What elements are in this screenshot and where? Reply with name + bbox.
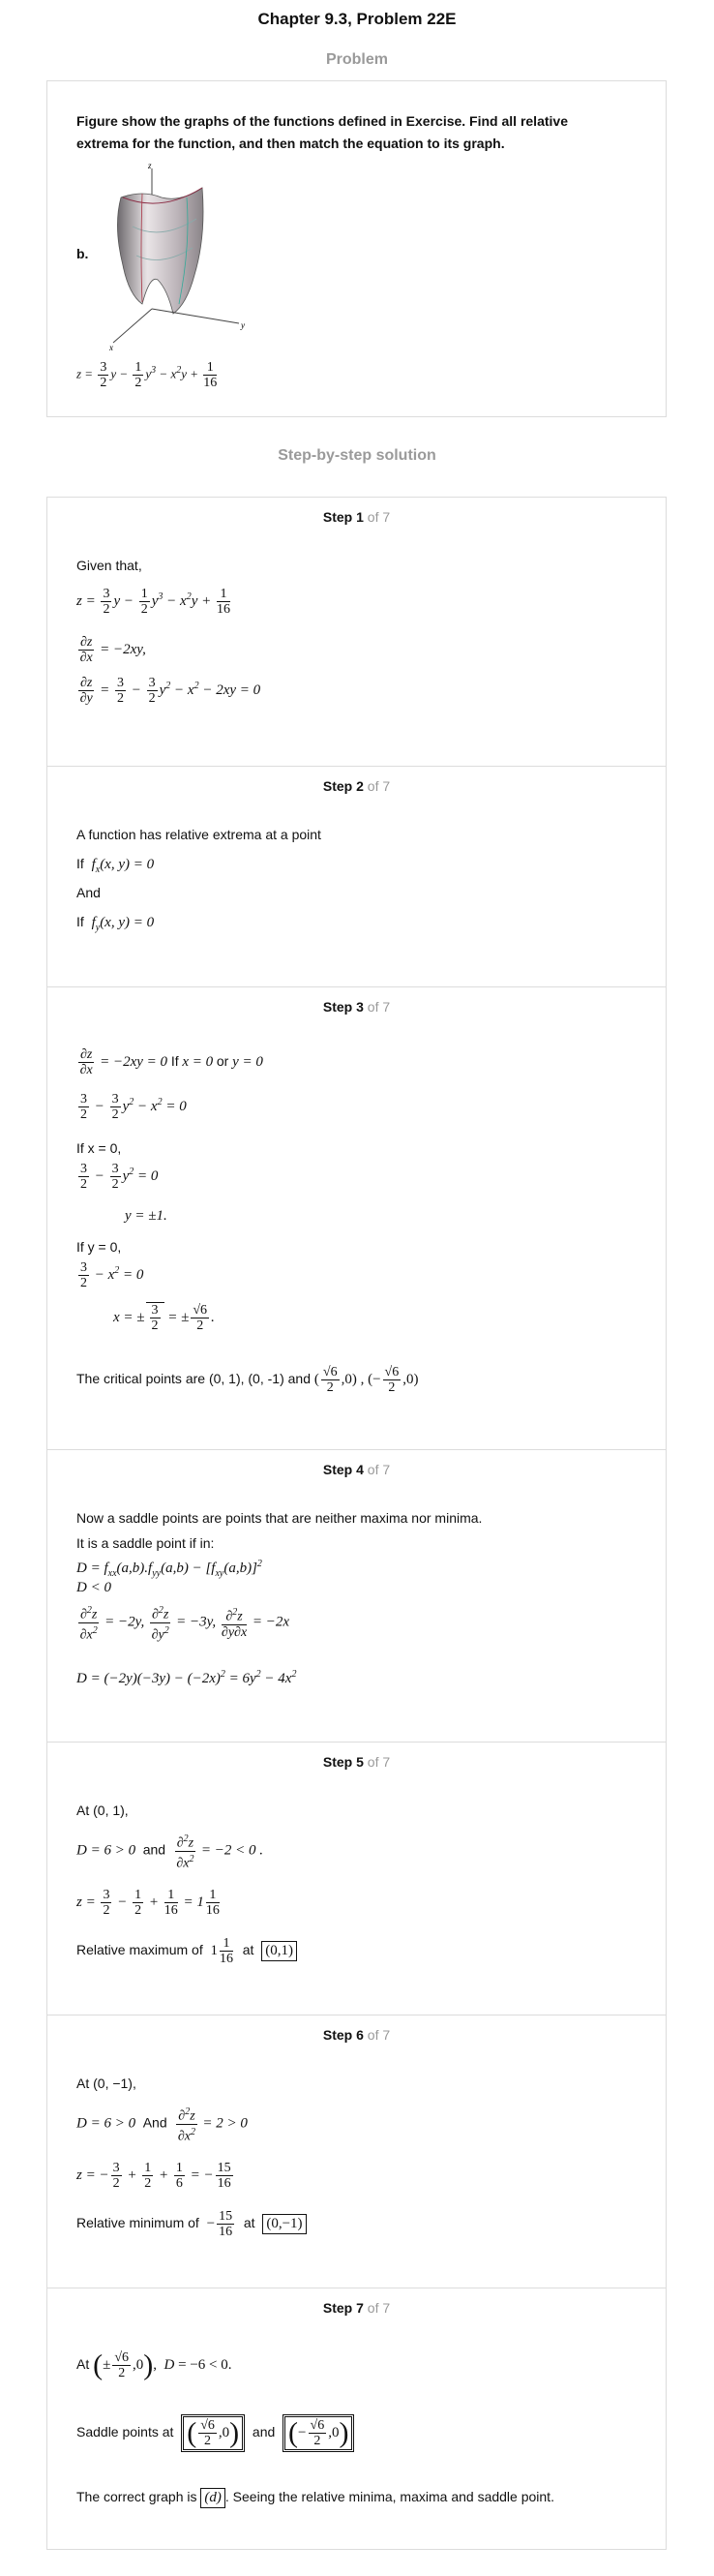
step-4-d-value: $D = (-2y)(-3y) - (-2x)^2 = 6y^2 - 4x^2$	[76, 1669, 297, 1686]
step-6-test: D = 6 > 0 And $\frac{\partial^2z}{\partial x^2}$ = 2 > 0	[76, 2106, 248, 2144]
step-6-heading: Step 6 of 7	[322, 2027, 391, 2043]
step-5-heading: Step 5 of 7	[322, 1754, 391, 1770]
step-3-eq3: $\frac{3}{2}$ − $\frac{3}{2}$ $y^2 = 0$	[80, 1162, 159, 1192]
step-1	[46, 497, 667, 767]
step-3-result-x: x = ± $\frac{3}{2}$ = ± $\frac{√6}{2}$ .	[113, 1303, 215, 1333]
step-5	[46, 1743, 667, 2015]
step-1-intro: Given that,	[76, 558, 142, 573]
problem-statement: Figure show the graphs of the functions defined in Exercise. Find all relative extrema for the function, and then match the equation to its graph.	[76, 113, 568, 151]
axis-x-label: x	[109, 343, 113, 352]
step-6-at: At (0, −1),	[76, 2076, 136, 2091]
step-3-heading: Step 3 of 7	[322, 999, 391, 1015]
step-2-and: And	[76, 885, 101, 900]
step-7-saddle: Saddle points at ( $\frac{√6}{2}$ ,0) and (− $\frac{√6}{2}$ ,0)	[76, 2414, 354, 2452]
solution-heading: Step-by-step solution	[278, 447, 436, 464]
step-3-case-x: If x = 0,	[76, 1140, 122, 1156]
step-6-result: Relative minimum of − $\frac{15}{16}$ at (0,−1)	[76, 2209, 307, 2239]
step-6	[46, 2015, 667, 2288]
step-2-heading: Step 2 of 7	[322, 778, 391, 794]
problem-heading: Problem	[325, 51, 388, 68]
page-title: Chapter 9.3, Problem 22E	[257, 10, 457, 28]
step-1-heading: Step 1 of 7	[322, 509, 391, 525]
step-3-eq4: $\frac{3}{2}$ − $x^2 = 0$	[80, 1260, 144, 1290]
step-4	[46, 1450, 667, 1743]
step-7-conclusion: The correct graph is (d) . Seeing the relative minima, maxima and saddle point.	[76, 2488, 554, 2508]
step-5-value: z = $\frac{3}{2}$ − $\frac{1}{2}$ + $\frac{1}{16}$ = 1 $\frac{1}{16}$	[76, 1888, 220, 1918]
step-5-test: D = 6 > 0 and $\frac{\partial^2z}{\partial x^2}$ = −2 < 0 .	[76, 1834, 263, 1871]
step-5-result: Relative maximum of 1 $\frac{1}{16}$ at (0,1)	[76, 1936, 297, 1966]
step-5-at: At (0, 1),	[76, 1803, 129, 1818]
problem-card	[46, 80, 667, 417]
step-1-partial-y: $\frac{\partial z}{\partial y}$ = $\frac{3}{2}$ − $\frac{3}{2}$ $y^2 - x^2 - 2xy = 0$	[79, 676, 261, 706]
x-axis-line	[113, 309, 152, 343]
step-2	[46, 767, 667, 987]
step-3	[46, 987, 667, 1450]
step-3-eq1: $\frac{\partial z}{\partial x}$ = −2xy = 0 If x = 0 or y = 0	[79, 1047, 263, 1077]
step-4-condition: D < 0	[76, 1580, 111, 1595]
graph-label: b.	[76, 246, 89, 261]
step-3-eq2: $\frac{3}{2}$ − $\frac{3}{2}$ $y^2 - x^2 = 0$	[80, 1092, 187, 1122]
problem-equation: z = $\frac{3}{2}$ y − $\frac{1}{2}$ $y^3 - x^2y$ + $\frac{1}{16}$	[76, 360, 218, 390]
step-4-text2: It is a saddle point if in:	[76, 1535, 215, 1551]
surface-shape	[117, 188, 203, 314]
step-7	[46, 2288, 667, 2550]
step-1-partial-x: $\frac{\partial z}{\partial x}$ = −2xy,	[79, 635, 146, 665]
axis-z-label: z	[148, 161, 152, 170]
step-4-second-partials: $\frac{\partial^2z}{\partial x^2}$ = −2y, $\frac{\partial^2z}{\partial y^2}$ = −3y, $\frac{\partial^2z}{\partial y\partial x}$ = −2x	[79, 1605, 290, 1643]
axis-y-label: y	[241, 320, 245, 330]
step-7-heading: Step 7 of 7	[322, 2300, 391, 2316]
step-4-discriminant: $D = f_{xx}(a,b).f_{yy}(a,b) - [f_{xy}(a,b)]^2$	[76, 1559, 262, 1579]
step-2-cond-x: If $f_x(x$, y) = 0	[76, 856, 155, 875]
step-2-text: A function has relative extrema at a point	[76, 827, 321, 842]
y-axis-line	[152, 309, 239, 323]
step-1-function: z = $\frac{3}{2}$ y − $\frac{1}{2}$ $y^3 - x^2y$ + $\frac{1}{16}$	[76, 587, 230, 617]
step-4-heading: Step 4 of 7	[322, 1462, 391, 1477]
step-4-text1: Now a saddle points are points that are neither maxima nor minima.	[76, 1510, 483, 1526]
step-2-cond-y: If $f_y(x$, y) = 0	[76, 914, 155, 933]
step-3-result-y: y = ±1.	[125, 1208, 167, 1224]
step-6-value: z = − $\frac{3}{2}$ + $\frac{1}{2}$ + $\frac{1}{6}$ = − $\frac{15}{16}$	[76, 2161, 231, 2191]
step-7-at: At (± $\frac{√6}{2}$ ,0), D = −6 < 0.	[76, 2349, 232, 2381]
step-3-case-y: If y = 0,	[76, 1239, 122, 1255]
step-3-critical-points: The critical points are (0, 1), (0, -1) and ( $\frac{√6}{2}$ ,0) , (− $\frac{√6}{2}$ ,0)	[76, 1365, 419, 1395]
